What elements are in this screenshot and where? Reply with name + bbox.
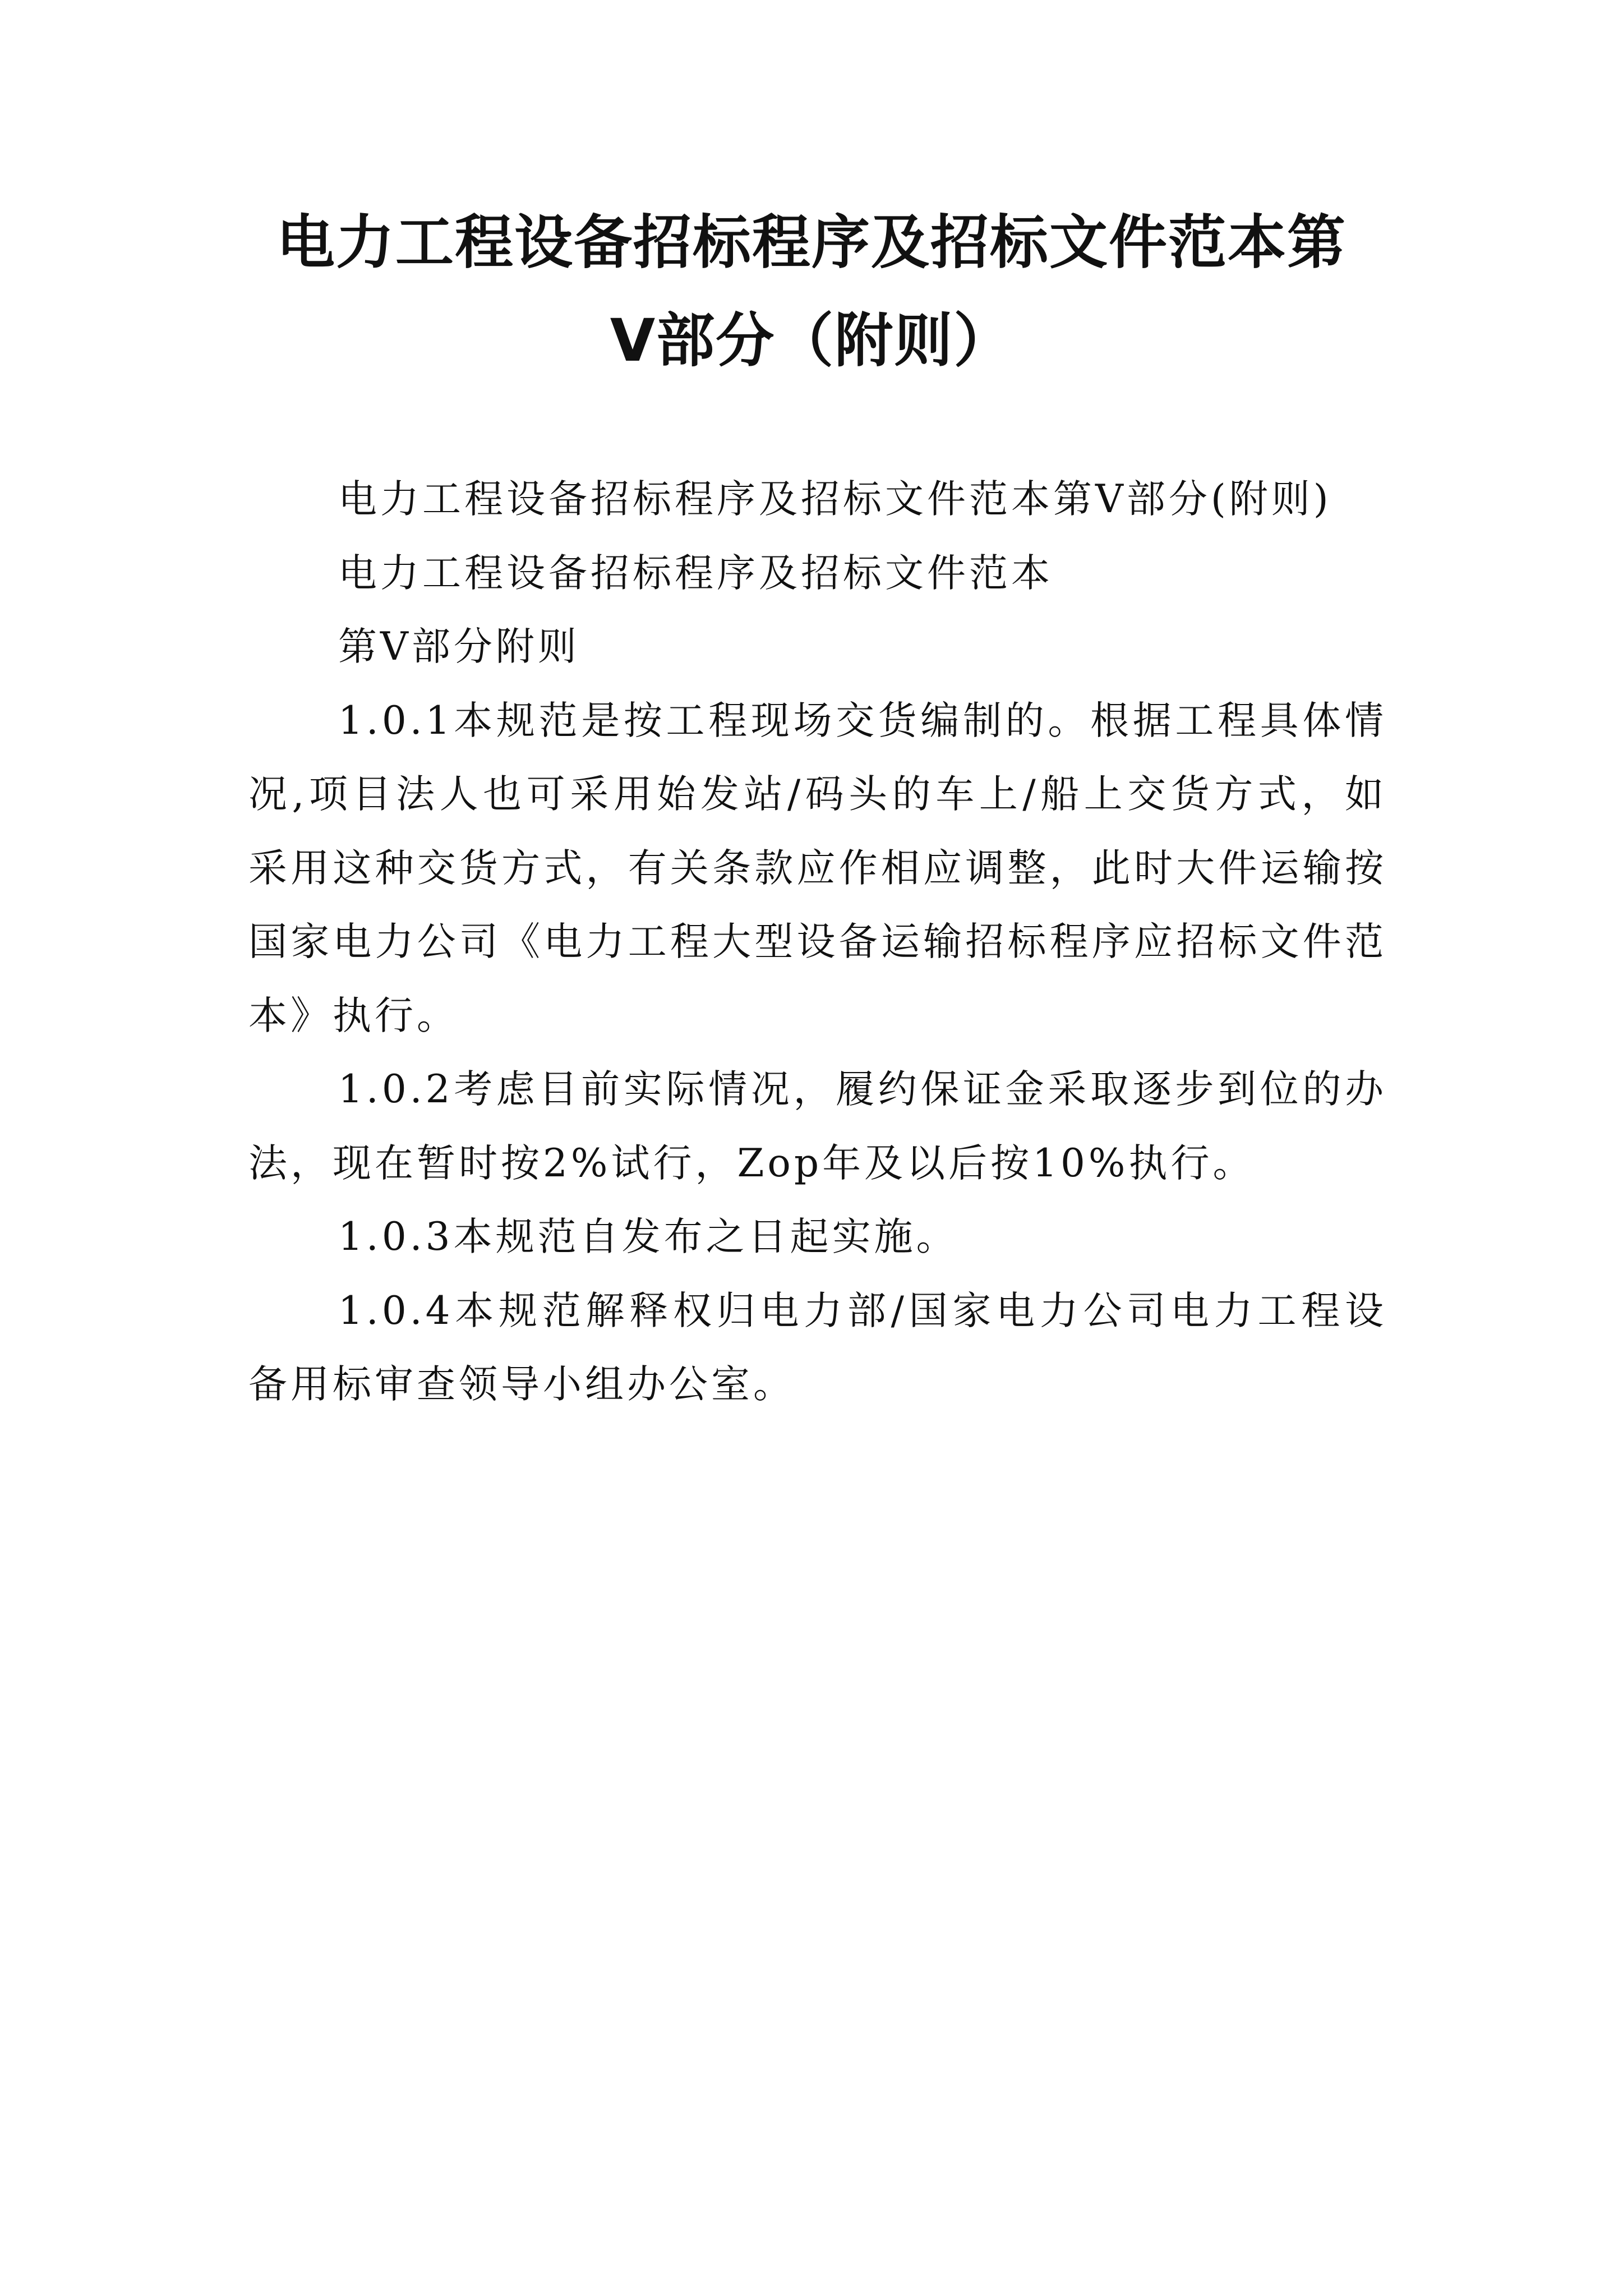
title-line-1: 电力工程设备招标程序及招标文件范本第 bbox=[276, 208, 1347, 277]
paragraph-clause-1-0-2: 1.0.2考虑目前实际情况，履约保证金采取逐步到位的办法，现在暂时按2%试行，Zop年及以后按10%执行。 bbox=[248, 1067, 1387, 1186]
document-body bbox=[248, 463, 1387, 1422]
paragraph-clause-1-0-3: 1.0.3本规范自发布之日起实施。 bbox=[338, 1214, 958, 1259]
paragraph-heading-full: 电力工程设备招标程序及招标文件范本第Ⅴ部分(附则) bbox=[338, 477, 1332, 522]
title-line-2: Ⅴ部分（附则） bbox=[610, 306, 1013, 375]
paragraph-heading-short: 电力工程设备招标程序及招标文件范本 bbox=[338, 550, 1053, 596]
paragraph-part-label: 第Ⅴ部分附则 bbox=[338, 624, 580, 669]
document-title bbox=[247, 194, 1376, 390]
paragraph-clause-1-0-1: 1.0.1本规范是按工程现场交货编制的。根据工程具体情况,项目法人也可采用始发站/码头的车上/船上交货方式，如采用这种交货方式，有关条款应作相应调整，此时大件运输按国家电力公司《电力工程大型设备运输招标程序应招标文件范本》执行。 bbox=[248, 698, 1387, 1038]
paragraph-clause-1-0-4: 1.0.4本规范解释权归电力部/国家电力公司电力工程设备用标审查领导小组办公室。 bbox=[248, 1288, 1387, 1407]
